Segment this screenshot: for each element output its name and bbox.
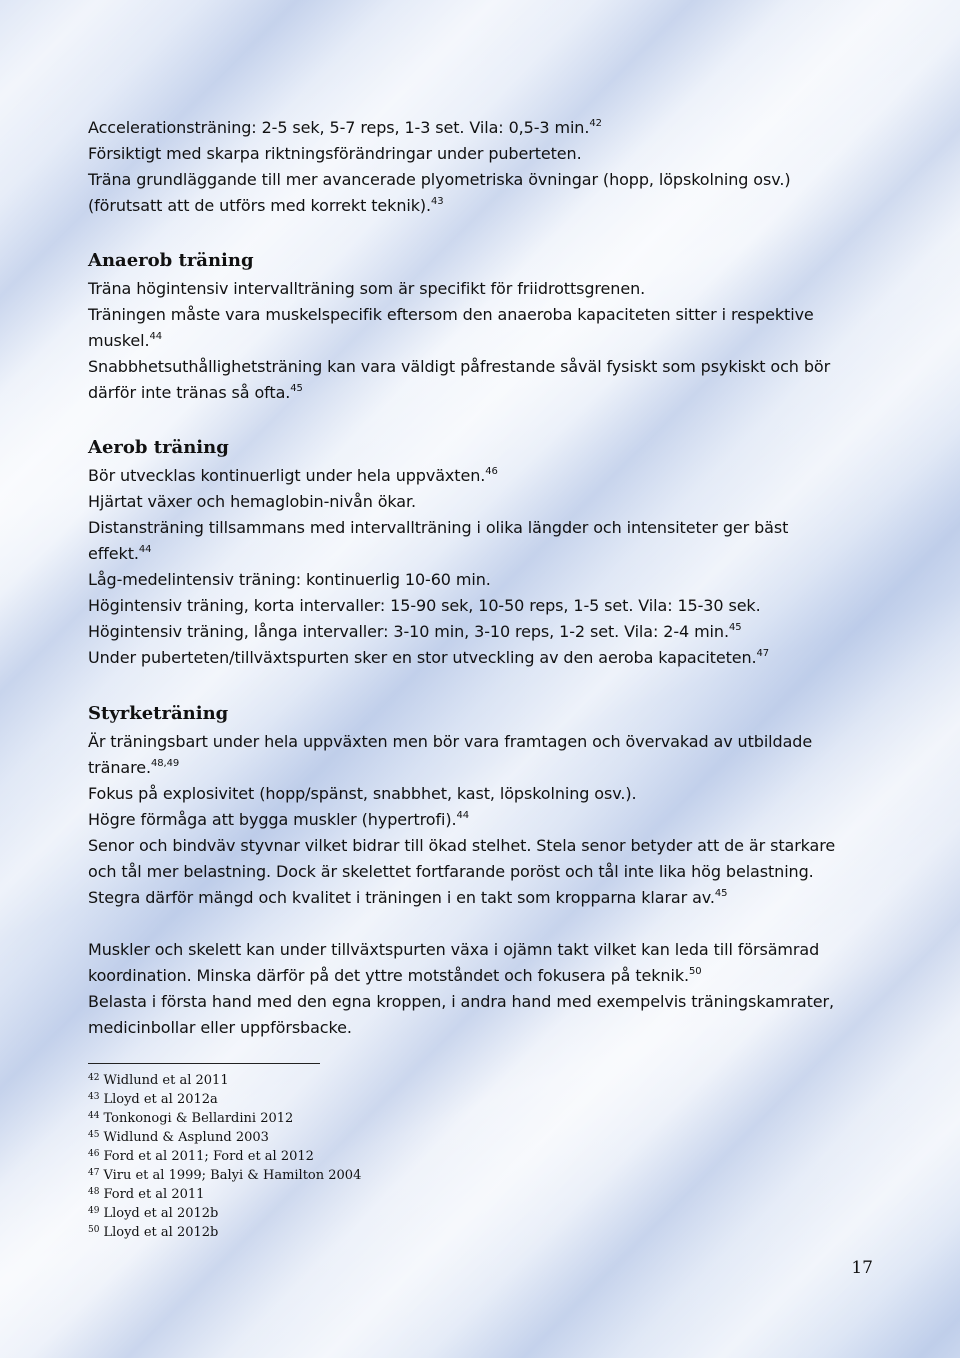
footnote: $^{43}$ Lloyd et al 2012a [88,1092,218,1107]
footnote: $^{47}$ Viru et al 1999; Balyi & Hamilton 2004 [88,1168,362,1183]
text-line: Senor och bindväv styvnar vilket bidrar till ökad stelhet. Stela senor betyder att de är starkare [88,836,836,855]
text-line: Högintensiv träning, korta intervaller: 15-90 sek, 10-50 reps, 1-5 set. Vila: 15-30 sek. [88,596,761,615]
text-line: muskel.$^{44}$ [88,331,162,350]
text-line: Högintensiv träning, långa intervaller: 3-10 min, 3-10 reps, 1-2 set. Vila: 2-4 min.$^{45}$ [88,622,742,641]
page-number: 17 [851,1258,873,1278]
text-line: effekt.$^{44}$ [88,544,152,563]
footnote: $^{46}$ Ford et al 2011; Ford et al 2012 [88,1149,314,1164]
text-line: Högre förmåga att bygga muskler (hypertrofi).$^{44}$ [88,810,469,829]
text-line: koordination. Minska därför på det yttre motståndet och fokusera på teknik.$^{50}$ [88,966,702,985]
footnote-separator [88,1063,320,1064]
text-line: Försiktigt med skarpa riktningsförändringar under puberteten. [88,144,582,163]
text-line: Träna grundläggande till mer avancerade plyometriska övningar (hopp, löpskolning osv.) [88,170,791,189]
text-line: Accelerationsträning: 2-5 sek, 5-7 reps, 1-3 set. Vila: 0,5-3 min.$^{42}$ [88,118,602,137]
text-line: Träningen måste vara muskelspecifik eftersom den anaeroba kapaciteten sitter i respektive [88,305,814,324]
footnote: $^{48}$ Ford et al 2011 [88,1187,205,1202]
footnote: $^{42}$ Widlund et al 2011 [88,1073,229,1088]
section-heading-aerob: Aerob träning [88,437,229,458]
text-line: Låg-medelintensiv träning: kontinuerlig 10-60 min. [88,570,491,589]
text-line: Belasta i första hand med den egna kroppen, i andra hand med exempelvis träningskamrater, [88,992,834,1011]
text-line: tränare.$^{48,49}$ [88,758,180,777]
footnote: $^{50}$ Lloyd et al 2012b [88,1225,219,1240]
footnote: $^{44}$ Tonkonogi & Bellardini 2012 [88,1111,294,1126]
text-line: Stegra därför mängd och kvalitet i träningen i en takt som kropparna klarar av.$^{45}$ [88,888,728,907]
section-heading-anaerob: Anaerob träning [88,250,254,271]
text-line: Distansträning tillsammans med intervallträning i olika längder och intensiteter ger bäst [88,518,789,537]
text-line: (förutsatt att de utförs med korrekt teknik).$^{43}$ [88,196,444,215]
text-line: Fokus på explosivitet (hopp/spänst, snabbhet, kast, löpskolning osv.). [88,784,637,803]
text-line: Bör utvecklas kontinuerligt under hela uppväxten.$^{46}$ [88,466,498,485]
text-line: Träna högintensiv intervallträning som är specifikt för friidrottsgrenen. [88,279,646,298]
footnote: $^{49}$ Lloyd et al 2012b [88,1206,219,1221]
footnote: $^{45}$ Widlund & Asplund 2003 [88,1130,269,1145]
section-heading-styrke: Styrketräning [88,703,229,724]
text-line: därför inte tränas så ofta.$^{45}$ [88,383,303,402]
text-line: Hjärtat växer och hemaglobin-nivån ökar. [88,492,417,511]
text-line: Snabbhetsuthållighetsträning kan vara väldigt påfrestande såväl fysiskt som psykiskt och bör [88,357,831,376]
text-line: medicinbollar eller uppförsbacke. [88,1018,352,1037]
text-line: Under puberteten/tillväxtspurten sker en stor utveckling av den aeroba kapaciteten.$^{47}$ [88,648,770,667]
text-line: Är träningsbart under hela uppväxten men bör vara framtagen och övervakad av utbildade [88,732,813,751]
text-line: Muskler och skelett kan under tillväxtspurten växa i ojämn takt vilket kan leda till försämrad [88,940,820,959]
text-line: och tål mer belastning. Dock är skelettet fortfarande poröst och tål inte lika hög belastning. [88,862,814,881]
